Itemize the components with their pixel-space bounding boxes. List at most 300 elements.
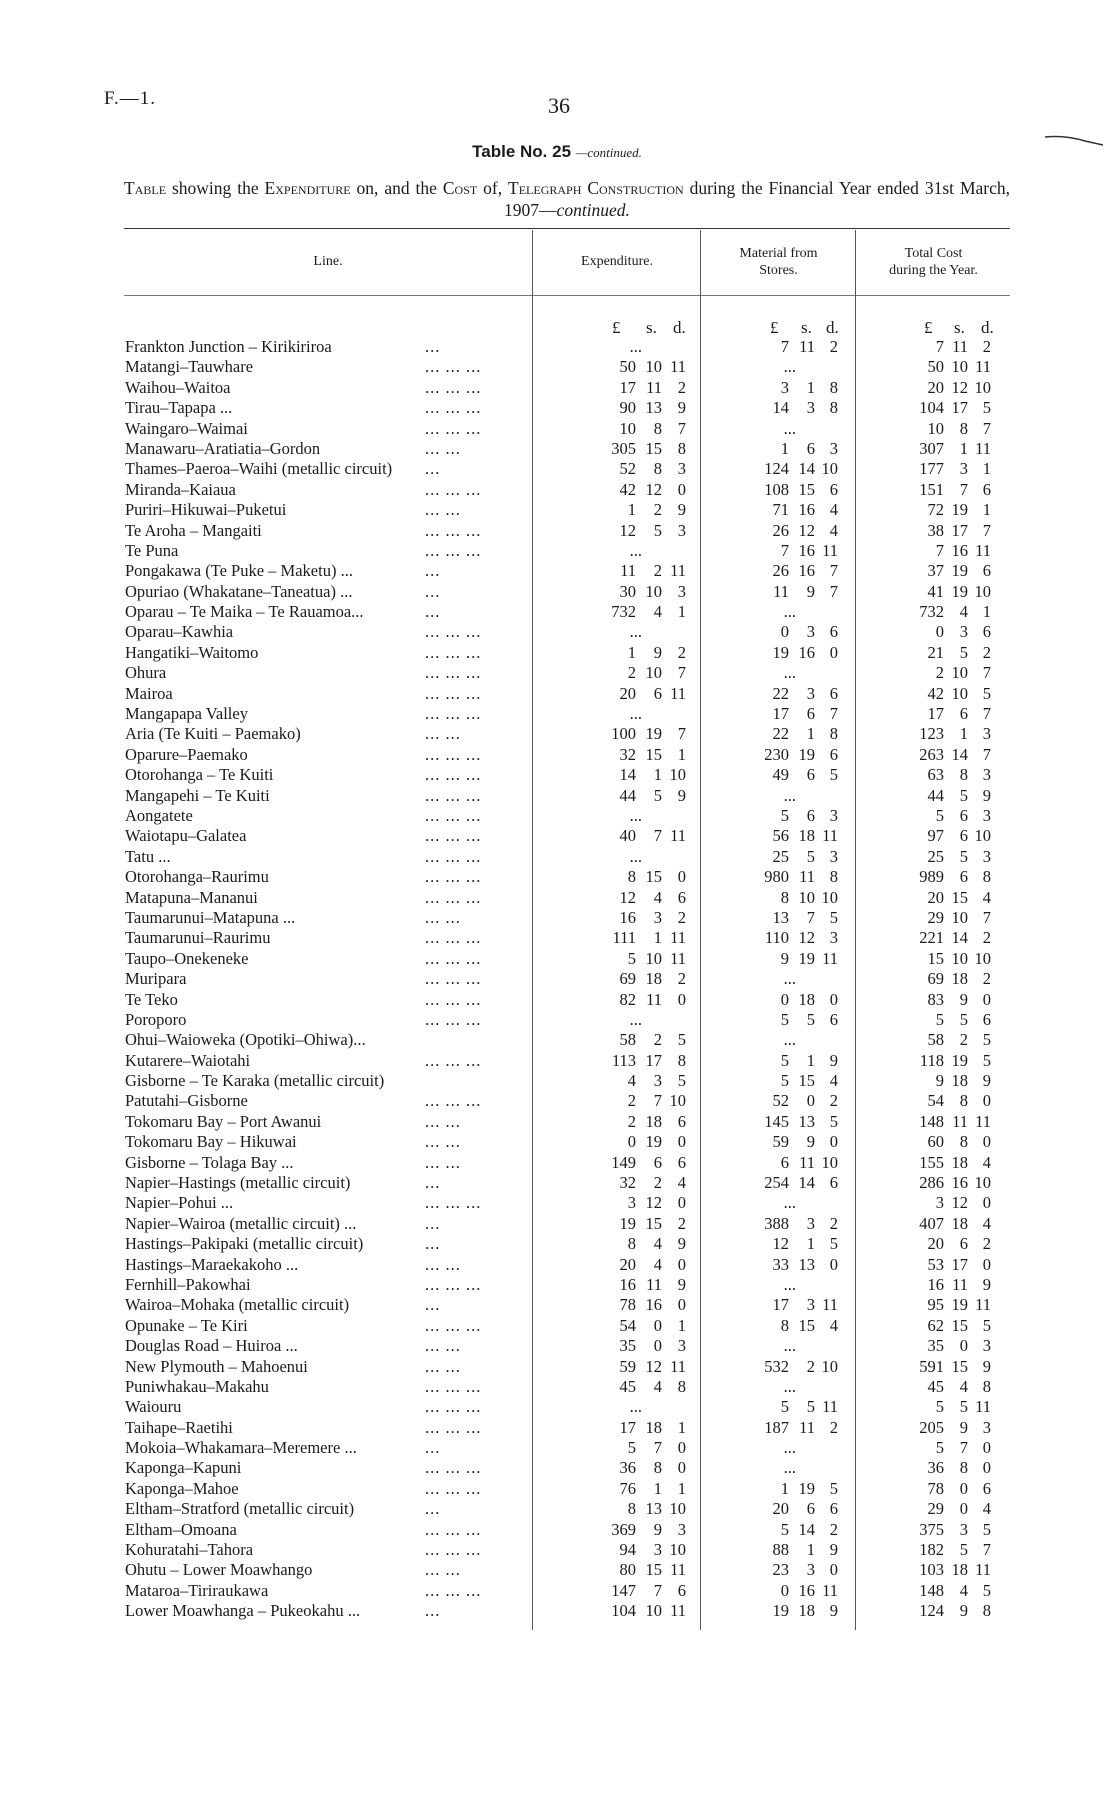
expenditure-shillings: 1 [653,928,662,948]
expenditure-pounds: 104 [611,1601,636,1621]
expenditure-pounds: 2 [627,663,636,683]
material-shillings: 5 [806,1397,815,1417]
line-name: Taumarunui–Matapuna ... [125,907,296,927]
total-pence: 10 [974,948,991,968]
material-pounds: 0 [780,1580,789,1600]
expenditure-shillings: 0 [653,1336,662,1356]
material-nil: ... [783,1458,796,1478]
total-shillings: 16 [951,1173,968,1193]
line-name: Poroporo [125,1009,187,1029]
table-row [0,704,1114,724]
total-shillings: 8 [959,1091,968,1111]
total-pence: 0 [982,989,991,1009]
dot-leader: ... ... ... [425,520,482,540]
dot-leader: ... [425,1234,441,1254]
material-pence: 8 [829,724,838,744]
material-pence: 5 [829,1234,838,1254]
line-name: Tokomaru Bay – Hikuwai [125,1132,297,1152]
dot-leader: ... [425,459,441,479]
total-shillings: 3 [959,622,968,642]
material-shillings: 3 [806,1295,815,1315]
total-pounds: 54 [927,1091,944,1111]
material-pounds: 33 [772,1254,789,1274]
material-pence: 8 [829,398,838,418]
dot-leader: ... [425,1601,441,1621]
total-shillings: 5 [959,1540,968,1560]
expenditure-shillings: 6 [653,683,662,703]
total-shillings: 0 [959,1499,968,1519]
dot-leader: ... ... ... [425,765,482,785]
material-shillings: 3 [806,1560,815,1580]
dot-leader: ... ... ... [425,989,482,1009]
total-pence: 7 [982,704,991,724]
total-shillings: 5 [959,846,968,866]
unit-tot-pence: d. [981,318,994,337]
material-nil: ... [783,418,796,438]
material-shillings: 10 [798,887,815,907]
expenditure-shillings: 15 [645,1213,662,1233]
dot-leader: ... ... ... [425,1458,482,1478]
total-shillings: 8 [959,1458,968,1478]
expenditure-shillings: 3 [653,1540,662,1560]
total-pence: 9 [982,1071,991,1091]
expenditure-pounds: 4 [627,1071,636,1091]
expenditure-pounds: 19 [619,1213,636,1233]
material-pence: 11 [822,540,838,560]
total-pounds: 50 [927,357,944,377]
material-shillings: 1 [806,1050,815,1070]
total-shillings: 6 [959,704,968,724]
material-pounds: 14 [772,398,789,418]
expenditure-pounds: 2 [627,1091,636,1111]
table-row [0,1234,1114,1254]
line-name: Waihou–Waitoa [125,377,231,397]
table-row [0,398,1114,418]
line-name: New Plymouth – Mahoenui [125,1356,308,1376]
total-pounds: 38 [927,520,944,540]
material-pence: 7 [829,704,838,724]
expenditure-pounds: 12 [619,887,636,907]
material-pounds: 8 [780,1315,789,1335]
expenditure-pence: 2 [677,377,686,397]
table-top-rule [124,228,1010,229]
expenditure-pence: 11 [670,1560,686,1580]
total-pounds: 177 [919,459,944,479]
caption-word-table: Table [124,178,167,198]
material-nil: ... [783,1438,796,1458]
total-pounds: 83 [927,989,944,1009]
table-row [0,1479,1114,1499]
dot-leader: ... [425,1438,441,1458]
material-pounds: 110 [764,928,789,948]
expenditure-pence: 7 [677,724,686,744]
caption-word-expenditure: Expenditure [264,178,351,198]
caption-text-3: of, [483,178,503,198]
material-shillings: 12 [798,928,815,948]
material-pence: 5 [829,1111,838,1131]
table-row [0,1193,1114,1213]
dot-leader: ... ... ... [425,704,482,724]
table-body [0,337,1114,1622]
material-pounds: 17 [772,704,789,724]
expenditure-pounds: 111 [612,928,636,948]
material-shillings: 11 [799,1417,815,1437]
report-reference: F.—1. [104,88,157,109]
material-shillings: 15 [798,1071,815,1091]
material-shillings: 9 [806,581,815,601]
material-nil: ... [783,602,796,622]
material-pounds: 88 [772,1540,789,1560]
total-pounds: 221 [919,928,944,948]
total-pence: 7 [982,1540,991,1560]
total-shillings: 4 [959,602,968,622]
total-pounds: 45 [927,1376,944,1396]
material-pence: 0 [829,1132,838,1152]
dot-leader: ... ... ... [425,622,482,642]
total-pence: 5 [982,1315,991,1335]
material-pounds: 12 [772,1234,789,1254]
total-pence: 9 [982,1274,991,1294]
expenditure-pence: 8 [677,1376,686,1396]
table-row [0,1581,1114,1601]
total-shillings: 6 [959,805,968,825]
caption-word-telegraph: Telegraph Construction [508,178,684,198]
expenditure-pounds: 8 [627,867,636,887]
total-pence: 9 [982,785,991,805]
expenditure-shillings: 4 [653,1234,662,1254]
expenditure-shillings: 12 [645,1193,662,1213]
material-shillings: 14 [798,1519,815,1539]
expenditure-pence: 3 [677,581,686,601]
total-shillings: 0 [959,1336,968,1356]
total-pounds: 42 [927,683,944,703]
material-pence: 5 [829,765,838,785]
line-name: Opunake – Te Kiri [125,1315,248,1335]
line-name: Patutahi–Gisborne [125,1091,248,1111]
total-pounds: 60 [927,1132,944,1152]
total-pence: 9 [982,1356,991,1376]
material-shillings: 11 [799,337,815,356]
material-shillings: 19 [798,744,815,764]
dot-leader: ... ... ... [425,1397,482,1417]
table-row [0,684,1114,704]
expenditure-pounds: 12 [619,520,636,540]
table-row [0,1316,1114,1336]
total-pence: 3 [982,805,991,825]
total-pounds: 123 [919,724,944,744]
material-pounds: 17 [772,1295,789,1315]
unit-exp-pound: £ [612,318,621,337]
material-shillings: 11 [799,867,815,887]
line-name: Wairoa–Mohaka (metallic circuit) [125,1295,350,1315]
material-shillings: 1 [806,1540,815,1560]
total-shillings: 18 [951,1152,968,1172]
material-pence: 10 [821,1152,838,1172]
expenditure-shillings: 1 [653,1478,662,1498]
expenditure-pounds: 2 [627,1111,636,1131]
table-row [0,480,1114,500]
total-pence: 2 [982,1234,991,1254]
column-header-line: Line. [313,254,343,269]
material-shillings: 6 [806,1499,815,1519]
table-row [0,439,1114,459]
line-name: Gisborne – Te Karaka (metallic circuit) [125,1071,385,1091]
dot-leader: ... ... ... [425,479,482,499]
total-pence: 1 [982,602,991,622]
material-pence: 11 [822,826,838,846]
material-pounds: 59 [772,1132,789,1152]
dot-leader: ... ... ... [425,928,482,948]
line-name: Hangatiki–Waitomo [125,642,259,662]
dot-leader: ... ... ... [425,377,482,397]
total-pounds: 5 [935,1009,944,1029]
total-shillings: 9 [959,1601,968,1621]
total-shillings: 8 [959,418,968,438]
material-pence: 2 [829,1091,838,1111]
dot-leader: ... ... ... [425,540,482,560]
expenditure-pence: 7 [677,663,686,683]
dot-leader: ... [425,1213,441,1233]
dot-leader: ... ... ... [425,663,482,683]
dot-leader: ... ... ... [425,1050,482,1070]
material-pence: 6 [829,683,838,703]
material-pounds: 71 [772,500,789,520]
total-pence: 5 [982,1519,991,1539]
table-row [0,1458,1114,1478]
line-name: Douglas Road – Huiroa ... [125,1336,298,1356]
dot-leader: ... ... [425,724,461,744]
expenditure-pounds: 113 [611,1050,636,1070]
expenditure-pence: 3 [677,1336,686,1356]
caption-text-1: showing the [171,178,259,198]
expenditure-pence: 0 [677,1193,686,1213]
expenditure-pounds: 16 [619,1274,636,1294]
expenditure-shillings: 19 [645,1132,662,1152]
expenditure-pounds: 94 [619,1540,636,1560]
expenditure-shillings: 12 [645,1356,662,1376]
total-pounds: 5 [935,805,944,825]
total-shillings: 17 [951,520,968,540]
expenditure-pounds: 78 [619,1295,636,1315]
material-pounds: 124 [764,459,789,479]
total-pounds: 16 [927,1274,944,1294]
total-pounds: 36 [927,1458,944,1478]
line-name: Mataroa–Tiriraukawa [125,1580,269,1600]
total-pounds: 0 [935,622,944,642]
expenditure-pence: 8 [677,438,686,458]
line-name: Matangi–Tauwhare [125,357,254,377]
material-shillings: 3 [806,1213,815,1233]
expenditure-pounds: 30 [619,581,636,601]
total-shillings: 19 [951,1050,968,1070]
material-pounds: 22 [772,724,789,744]
dot-leader: ... ... [425,1356,461,1376]
dot-leader: ... ... ... [425,642,482,662]
table-row [0,1377,1114,1397]
line-name: Otorohanga–Raurimu [125,867,269,887]
line-name: Ohui–Waioweka (Opotiki–Ohiwa)... [125,1030,366,1050]
line-name: Tokomaru Bay – Port Awanui [125,1111,322,1131]
total-pence: 2 [982,642,991,662]
expenditure-nil: ... [629,337,642,356]
material-pounds: 19 [772,1601,789,1621]
material-shillings: 2 [806,1356,815,1376]
total-shillings: 18 [951,969,968,989]
table-row [0,1438,1114,1458]
table-row [0,1601,1114,1621]
material-pounds: 13 [772,907,789,927]
expenditure-pounds: 8 [627,1234,636,1254]
material-pence: 10 [821,459,838,479]
material-shillings: 5 [806,846,815,866]
expenditure-pence: 10 [669,1540,686,1560]
total-shillings: 10 [951,948,968,968]
expenditure-shillings: 10 [645,663,662,683]
expenditure-pence: 3 [677,1519,686,1539]
expenditure-shillings: 10 [645,1601,662,1621]
expenditure-nil: ... [629,704,642,724]
total-pounds: 286 [919,1173,944,1193]
line-name: Fernhill–Pakowhai [125,1274,251,1294]
total-shillings: 17 [951,1254,968,1274]
total-pounds: 151 [919,479,944,499]
expenditure-pounds: 3 [627,1193,636,1213]
total-pounds: 20 [927,377,944,397]
table-row [0,1132,1114,1152]
expenditure-pence: 0 [677,1458,686,1478]
expenditure-shillings: 4 [653,887,662,907]
table-row [0,928,1114,948]
table-row [0,459,1114,479]
expenditure-pence: 11 [670,357,686,377]
dot-leader: ... ... ... [425,826,482,846]
total-pence: 10 [974,1173,991,1193]
table-row [0,1275,1114,1295]
expenditure-shillings: 15 [645,438,662,458]
expenditure-pence: 10 [669,1091,686,1111]
material-pounds: 9 [780,948,789,968]
line-name: Napier–Pohui ... [125,1193,234,1213]
dot-leader: ... ... ... [425,418,482,438]
total-shillings: 10 [951,907,968,927]
table-row [0,643,1114,663]
expenditure-pounds: 35 [619,1336,636,1356]
total-shillings: 17 [951,398,968,418]
expenditure-pounds: 42 [619,479,636,499]
total-pence: 3 [982,724,991,744]
expenditure-pence: 9 [677,500,686,520]
total-pence: 0 [982,1193,991,1213]
total-pence: 0 [982,1458,991,1478]
expenditure-nil: ... [629,540,642,560]
total-pence: 11 [975,1111,991,1131]
expenditure-shillings: 9 [653,642,662,662]
line-name: Frankton Junction – Kirikiriroa [125,337,332,356]
total-pounds: 78 [927,1478,944,1498]
total-pounds: 3 [935,1193,944,1213]
total-pence: 2 [982,969,991,989]
total-shillings: 0 [959,1478,968,1498]
table-row [0,521,1114,541]
total-pence: 4 [982,1152,991,1172]
expenditure-nil: ... [629,622,642,642]
table-row [0,1357,1114,1377]
total-shillings: 5 [959,1397,968,1417]
page-number: 36 [548,93,570,118]
total-shillings: 19 [951,581,968,601]
total-pence: 1 [982,500,991,520]
material-pence: 7 [829,581,838,601]
total-pence: 11 [975,1397,991,1417]
total-pence: 0 [982,1132,991,1152]
total-shillings: 8 [959,765,968,785]
total-pounds: 205 [919,1417,944,1437]
total-pence: 10 [974,377,991,397]
expenditure-shillings: 15 [645,867,662,887]
dot-leader: ... [425,561,441,581]
total-pence: 7 [982,418,991,438]
expenditure-pence: 10 [669,1499,686,1519]
material-pence: 3 [829,805,838,825]
expenditure-pence: 11 [670,948,686,968]
expenditure-shillings: 7 [653,1091,662,1111]
line-name: Aria (Te Kuiti – Paemako) [125,724,301,744]
line-name: Matapuna–Mananui [125,887,258,907]
line-name: Napier–Hastings (metallic circuit) [125,1173,351,1193]
table-row [0,908,1114,928]
total-shillings: 5 [959,785,968,805]
expenditure-pounds: 0 [627,1132,636,1152]
expenditure-pounds: 10 [619,418,636,438]
total-pounds: 182 [919,1540,944,1560]
table-row [0,337,1114,357]
material-pounds: 145 [764,1111,789,1131]
dot-leader: ... ... ... [425,867,482,887]
expenditure-pence: 0 [677,479,686,499]
material-shillings: 16 [798,1580,815,1600]
line-name: Te Teko [125,989,178,1009]
material-shillings: 6 [806,438,815,458]
total-pence: 7 [982,663,991,683]
expenditure-pence: 6 [677,1111,686,1131]
material-pence: 3 [829,928,838,948]
material-shillings: 18 [798,1601,815,1621]
total-shillings: 19 [951,1295,968,1315]
table-row [0,541,1114,561]
expenditure-pence: 10 [669,765,686,785]
expenditure-shillings: 12 [645,479,662,499]
line-name: Tirau–Tapapa ... [125,398,233,418]
material-pence: 8 [829,377,838,397]
dot-leader: ... ... ... [425,744,482,764]
expenditure-shillings: 9 [653,1519,662,1539]
material-shillings: 5 [806,1009,815,1029]
line-name: Pongakawa (Te Puke – Maketu) ... [125,561,353,581]
total-pounds: 21 [927,642,944,662]
material-pounds: 3 [780,377,789,397]
table-row [0,561,1114,581]
total-pence: 11 [975,1560,991,1580]
material-pence: 2 [829,337,838,356]
table-caption [124,177,1010,221]
expenditure-shillings: 2 [653,1030,662,1050]
total-shillings: 4 [959,1376,968,1396]
expenditure-pence: 9 [677,1274,686,1294]
total-pounds: 9 [935,1071,944,1091]
expenditure-pence: 0 [677,867,686,887]
expenditure-pence: 0 [677,1254,686,1274]
line-name: Kohuratahi–Tahora [125,1540,254,1560]
